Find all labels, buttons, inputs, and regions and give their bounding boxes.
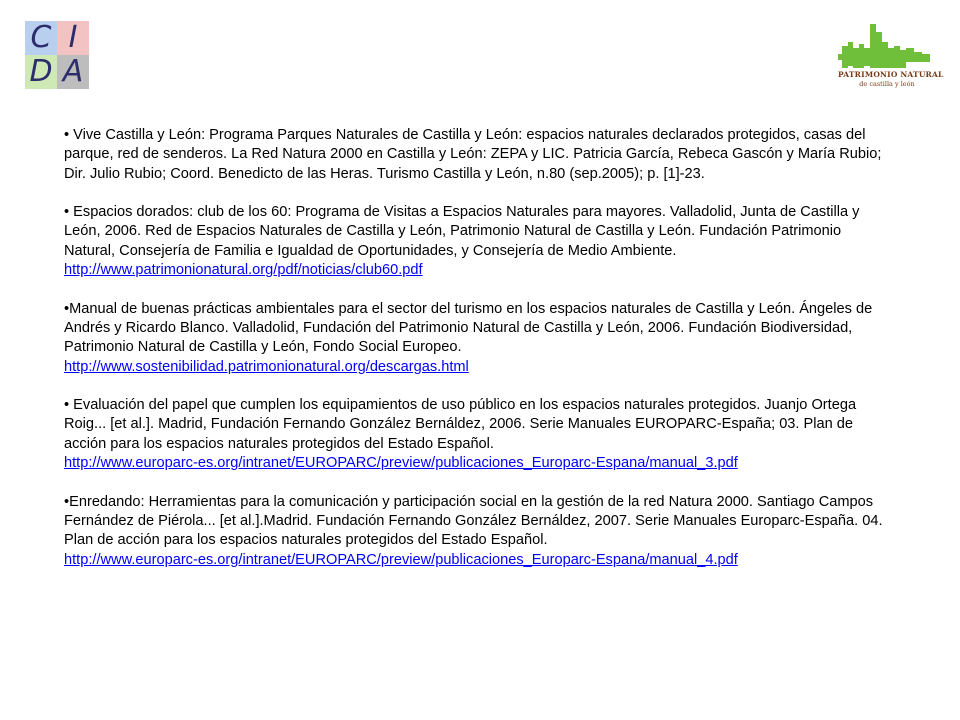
cida-letter-d: D bbox=[25, 55, 57, 89]
cida-letter-c: C bbox=[25, 21, 57, 55]
entry-link[interactable]: http://www.europarc-es.org/intranet/EUROPARC/preview/publicaciones_Europarc-Espana/manual_3.pdf bbox=[64, 455, 738, 472]
entry-text: • Vive Castilla y León: Programa Parques Naturales de Castilla y León: espacios naturales declarados protegidos, casas del parque, red de senderos. La Red Natura 2000 en Castilla y León: ZEPA y LIC. Patricia García, Rebeca Gascón y María Rubio; Dir. Julio Rubio; Coord. Benedicto de las Heras. Turismo Castilla y León, n.80 (sep.2005); p. [1]-23. bbox=[64, 127, 882, 182]
cida-logo bbox=[25, 21, 89, 89]
entry-link[interactable]: http://www.europarc-es.org/intranet/EUROPARC/preview/publicaciones_Europarc-Espana/manual_4.pdf bbox=[64, 551, 738, 568]
bibliography-entry bbox=[64, 493, 884, 570]
bibliography-entry bbox=[64, 300, 884, 377]
bibliography-entry bbox=[64, 396, 884, 473]
bibliography-entry bbox=[64, 203, 884, 280]
bibliography-entry bbox=[64, 126, 884, 184]
entry-text: • Espacios dorados: club de los 60: Programa de Visitas a Espacios Naturales para mayores. Valladolid, Junta de Castilla y León, 2006. Red de Espacios Naturales de Castilla y León, Patrimonio Natural de Castilla y León. Fundación Patrimonio Natural, Consejería de Familia e Igualdad de Oportunidades, y Consejería de Medio Ambiente. bbox=[64, 204, 860, 259]
entry-text: •Enredando: Herramientas para la comunicación y participación social en la gestión de la red Natura 2000. Santiago Campos Fernández de Piérola... [et al.].Madrid. Fundación Fernando González Bernáldez, 2007. Serie Manuales Europarc-España. 04. Plan de acción para los espacios naturales protegidos del Estado Español. bbox=[64, 493, 883, 549]
patrimonio-logo-subtitle: de castilla y león bbox=[859, 80, 915, 88]
patrimonio-logo-title: PATRIMONIO NATURAL bbox=[838, 70, 944, 79]
bibliography-list bbox=[64, 126, 884, 589]
entry-text: • Evaluación del papel que cumplen los equipamientos de uso público en los espacios naturales protegidos. Juanjo Ortega Roig... [et al.]. Madrid, Fundación Fernando González Bernáldez, 2006. Serie Manuales EUROPARC-España; 03. Plan de acción para los espacios naturales protegidos del Estado Español. bbox=[64, 397, 857, 452]
entry-link[interactable]: http://www.sostenibilidad.patrimonionatural.org/descargas.html bbox=[64, 358, 469, 375]
entry-link[interactable]: http://www.patrimonionatural.org/pdf/noticias/club60.pdf bbox=[64, 262, 423, 279]
entry-text: •Manual de buenas prácticas ambientales para el sector del turismo en los espacios naturales de Castilla y León. Ángeles de Andrés y Ricardo Blanco. Valladolid, Fundación del Patrimonio Natural de Castilla y León, 2006. Fundación Biodiversidad, Patrimonio Natural de Castilla y León, Fondo Social Europeo. bbox=[64, 300, 873, 356]
cida-letter-i: I bbox=[57, 21, 89, 55]
cida-letter-a: A bbox=[57, 55, 89, 89]
